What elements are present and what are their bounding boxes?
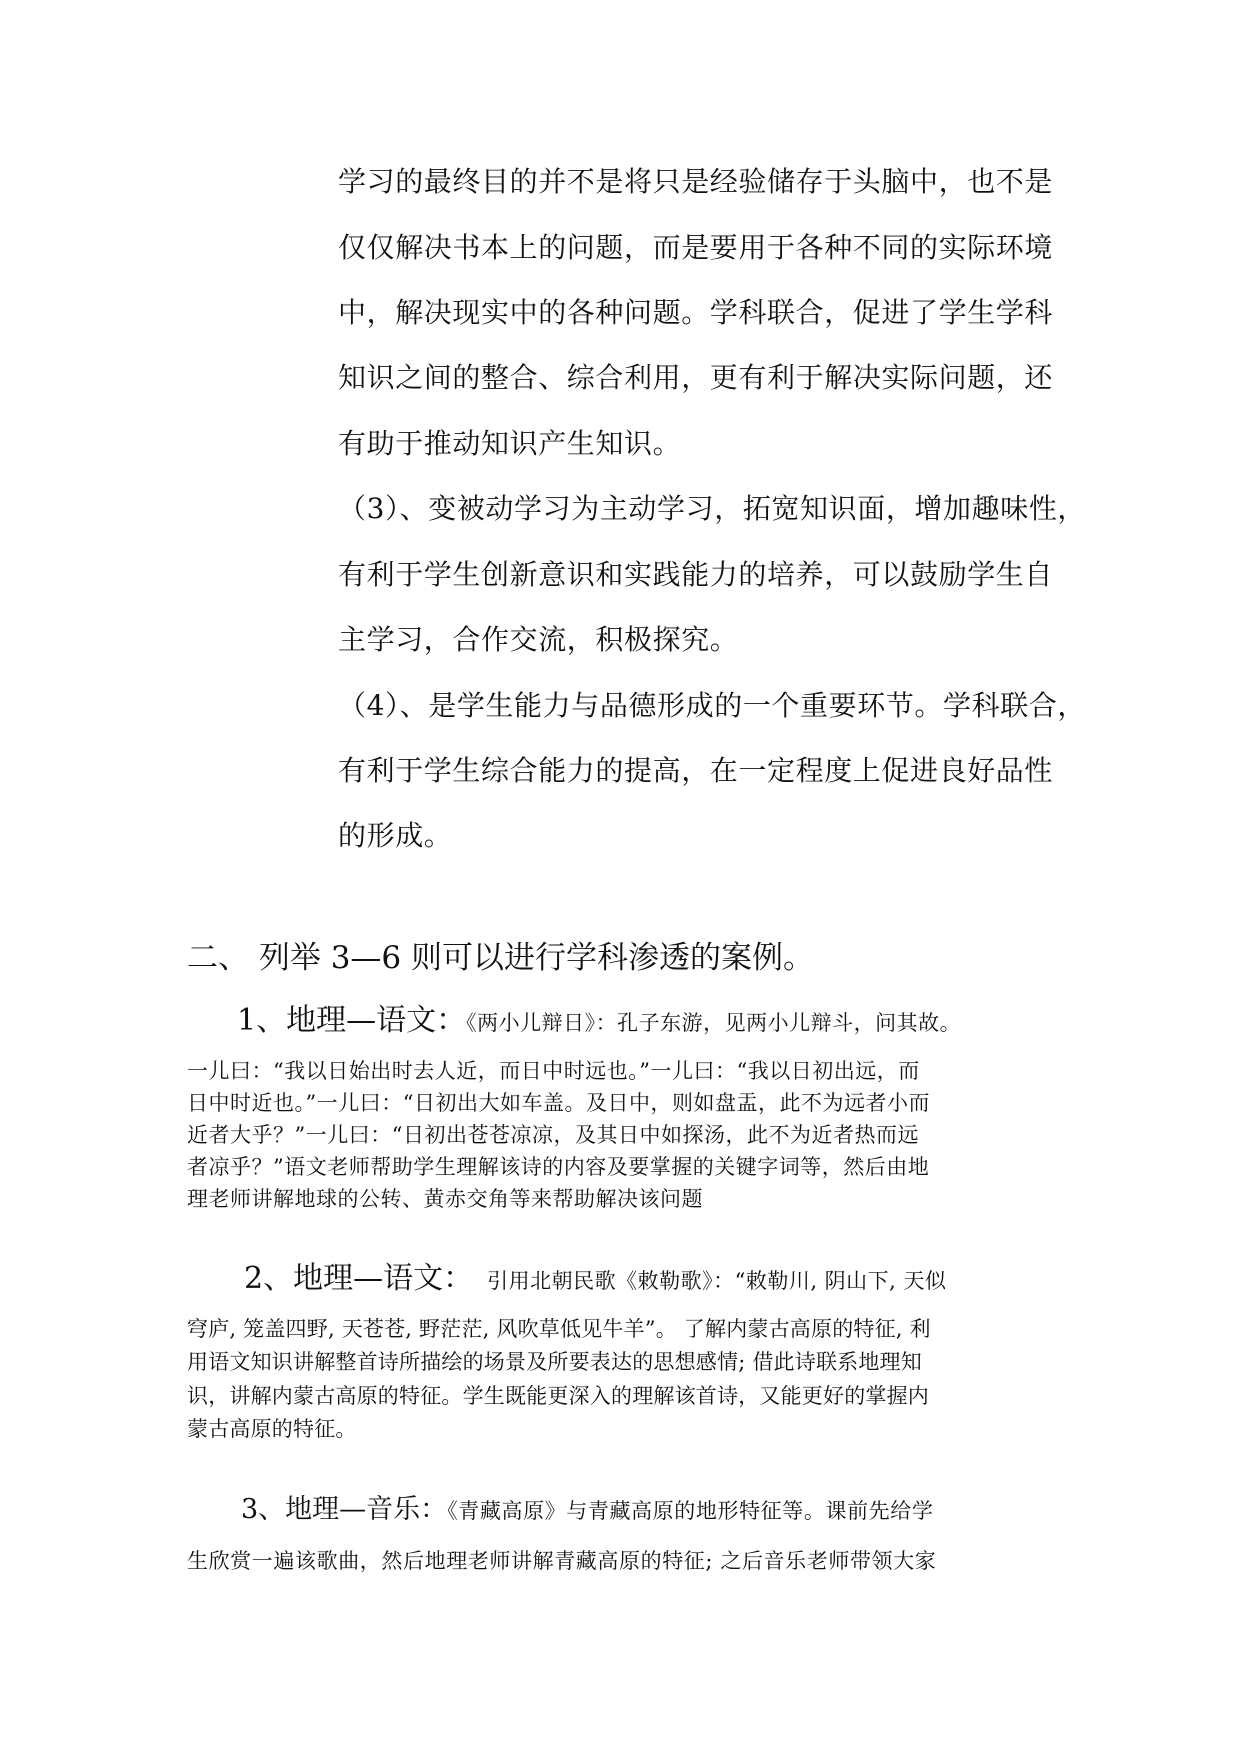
case3-label: 3、地理—音乐：: [241, 1494, 448, 1525]
case3-first-line: [241, 1491, 934, 1529]
section-heading: 二、 列举 3—6 则可以进行学科渗透的案例。: [187, 940, 815, 976]
point3-line-2: 有利于学生创新意识和实践能力的培养，可以鼓励学生自: [338, 558, 1054, 591]
point4-line-3: 的形成。: [338, 819, 453, 852]
case1-line-3: 近者大乎？”一儿曰：“日初出苍苍凉凉，及其日中如探汤，此不为近者热而远: [187, 1123, 919, 1147]
case3-intro-text: 《青藏高原》与青藏高原的地形特征等。课前先给学: [447, 1499, 934, 1523]
case2-label: 2、地理—语文：: [244, 1261, 474, 1296]
point3-line-1: （3）、变被动学习为主动学习，拓宽知识面，增加趣味性，: [338, 492, 1087, 525]
case2-first-line: [244, 1260, 947, 1298]
case3-line-1: 生欣赏一遍该歌曲，然后地理老师讲解青藏高原的特征; 之后音乐老师带领大家: [187, 1549, 937, 1573]
intro-line-4: 知识之间的整合、综合利用，更有利于解决实际问题，还: [338, 361, 1054, 394]
case1-intro-text: 《两小儿辩日》：孔子东游，见两小儿辩斗，问其故。: [466, 1011, 962, 1035]
case1-line-1: 一儿曰：“我以日始出时去人近，而日中时远也。”一儿曰：“我以日初出远，而: [187, 1059, 920, 1083]
intro-line-3: 中，解决现实中的各种问题。学科联合，促进了学生学科: [338, 296, 1054, 329]
case1-first-line: [237, 1002, 961, 1040]
point3-line-3: 主学习，合作交流，积极探究。: [338, 623, 739, 656]
case1-line-2: 日中时近也。”一儿曰：“日初出大如车盖。及日中，则如盘盂，此不为远者小而: [187, 1091, 930, 1115]
case2-line-2: 用语文知识讲解整首诗所描绘的场景及所要表达的思想感情; 借此诗联系地理知: [187, 1350, 922, 1374]
case1-line-4: 者凉乎？”语文老师帮助学生理解该诗的内容及要掌握的关键字词等，然后由地: [187, 1155, 930, 1179]
case2-intro-text: 引用北朝民歌《敕勒歌》：“敕勒川, 阴山下, 天似: [487, 1269, 947, 1293]
intro-line-5: 有助于推动知识产生知识。: [338, 427, 682, 460]
intro-line-2: 仅仅解决书本上的问题，而是要用于各种不同的实际环境: [338, 231, 1054, 264]
case2-line-4: 蒙古高原的特征。: [187, 1417, 357, 1441]
point4-line-2: 有利于学生综合能力的提高，在一定程度上促进良好品性: [338, 754, 1054, 787]
case1-line-5: 理老师讲解地球的公转、黄赤交角等来帮助解决该问题: [187, 1187, 703, 1211]
case2-line-1: 穹庐, 笼盖四野, 天苍苍, 野茫茫, 风吹草低见牛羊”。 了解内蒙古高原的特征, 利: [187, 1317, 931, 1341]
case2-line-3: 识，讲解内蒙古高原的特征。学生既能更深入的理解该首诗，又能更好的掌握内: [187, 1384, 929, 1408]
point4-line-1: （4）、是学生能力与品德形成的一个重要环节。学科联合，: [338, 689, 1087, 722]
case1-label: 1、地理—语文：: [237, 1003, 467, 1038]
intro-line-1: 学习的最终目的并不是将只是经验储存于头脑中，也不是: [338, 165, 1054, 198]
